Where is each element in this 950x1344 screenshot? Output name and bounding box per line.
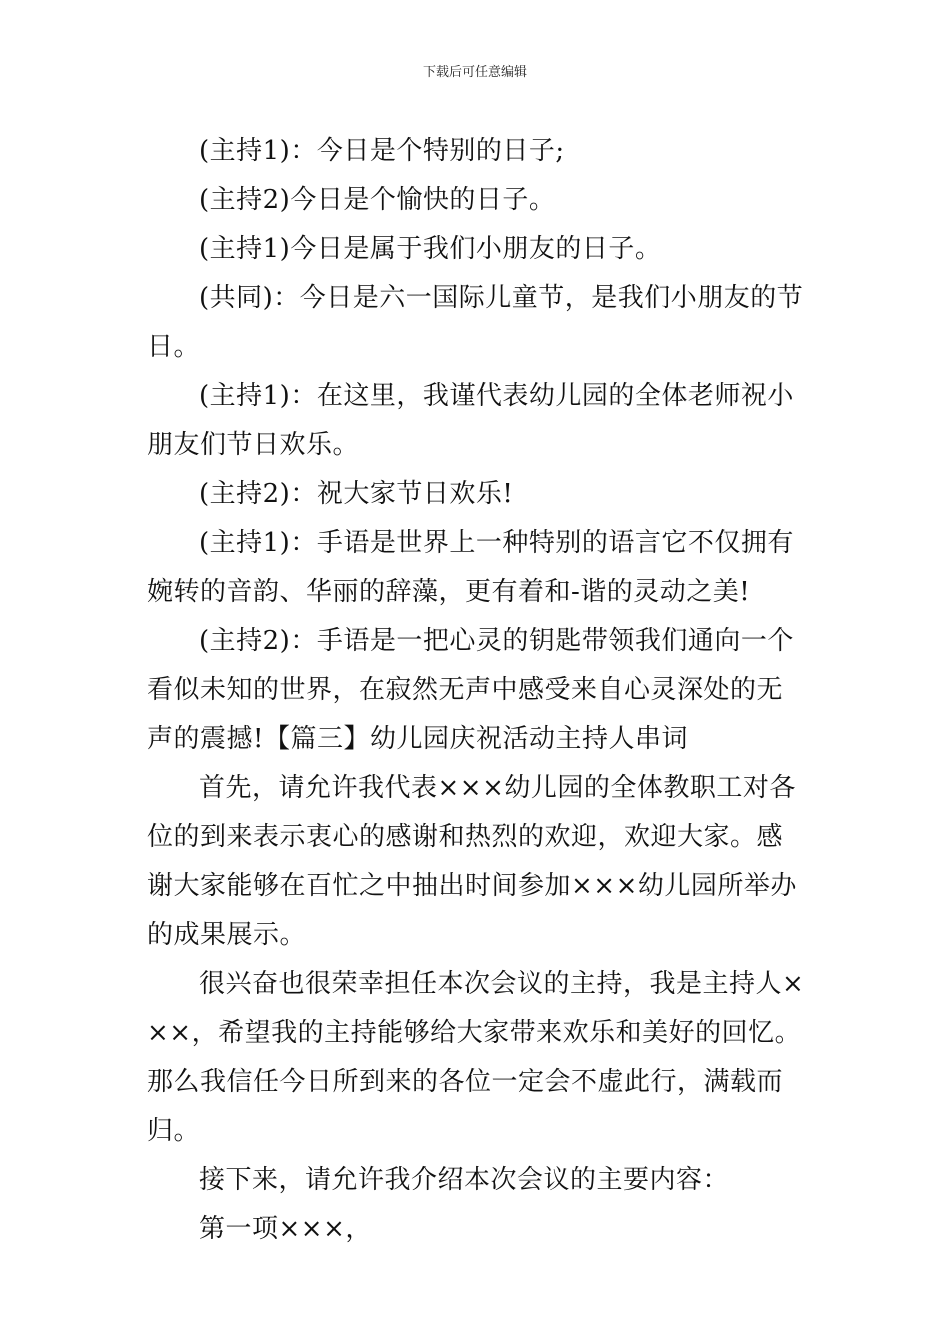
paragraph: (主持2)：手语是一把心灵的钥匙带领我们通向一个看似未知的世界，在寂然无声中感受来自心灵深处的无声的震撼!【篇三】幼儿园庆祝活动主持人串词 — [147, 626, 794, 754]
document-body — [147, 127, 809, 1254]
paragraph: (主持1)：手语是世界上一种特别的语言它不仅拥有婉转的音韵、华丽的辞藻，更有着和-谐的灵动之美! — [147, 528, 794, 607]
paragraph: (主持2)：祝大家节日欢乐! — [199, 479, 514, 509]
paragraph: (主持2)今日是个愉快的日子。 — [199, 185, 556, 215]
paragraph: (主持1)今日是属于我们小朋友的日子。 — [199, 234, 662, 264]
paragraph: 接下来，请允许我介绍本次会议的主要内容： — [199, 1165, 730, 1195]
paragraph: 第一项×××， — [199, 1214, 372, 1244]
paragraph: 很兴奋也很荣幸担任本次会议的主持，我是主持人×××，希望我的主持能够给大家带来欢乐和美好的回忆。那么我信任今日所到来的各位一定会不虚此行，满载而归。 — [147, 969, 805, 1146]
paragraph: (主持1)：在这里，我谨代表幼儿园的全体老师祝小朋友们节日欢乐。 — [147, 381, 794, 460]
paragraph: 首先，请允许我代表×××幼儿园的全体教职工对各位的到来表示衷心的感谢和热烈的欢迎，欢迎大家。感谢大家能够在百忙之中抽出时间参加×××幼儿园所举办的成果展示。 — [147, 773, 797, 950]
paragraph: (主持1)：今日是个特别的日子; — [199, 136, 565, 166]
header-note: 下载后可任意编辑 — [422, 65, 527, 80]
paragraph: (共同)：今日是六一国际儿童节，是我们小朋友的节日。 — [147, 283, 804, 362]
